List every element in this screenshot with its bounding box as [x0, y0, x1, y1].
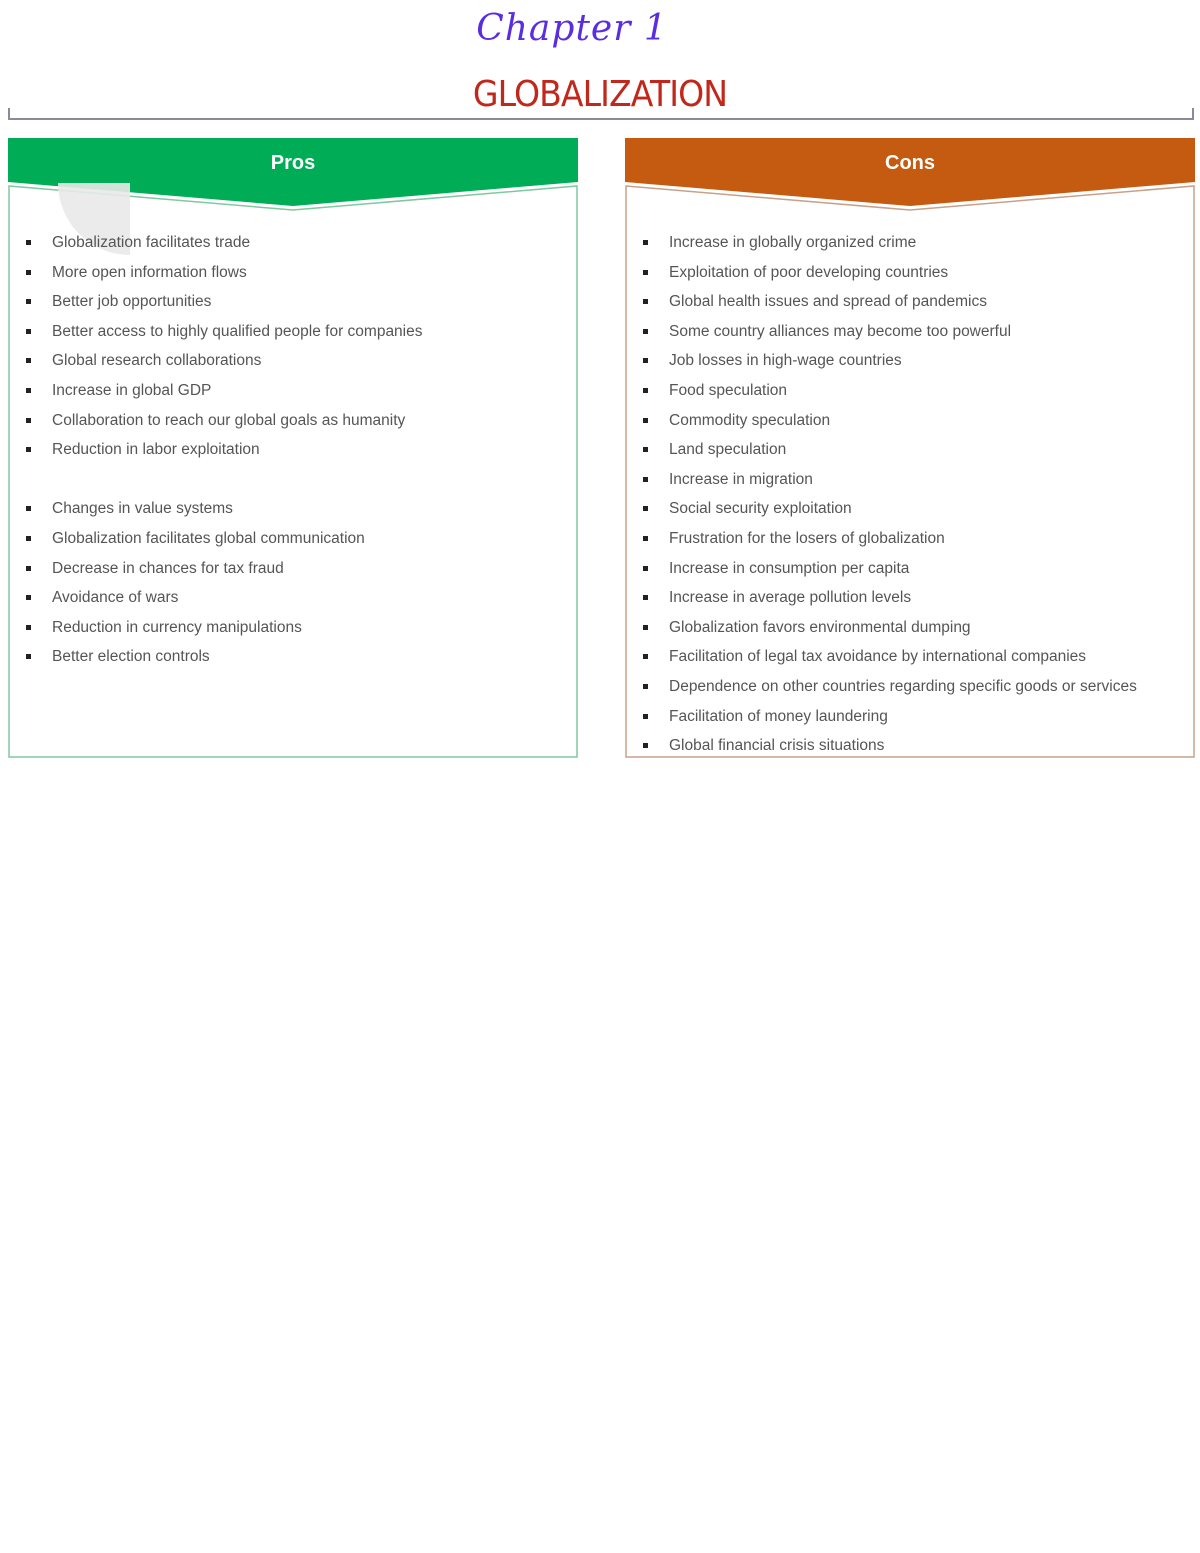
bullet-icon [643, 595, 648, 600]
pros-item [22, 613, 567, 643]
pros-item-text: Globalization facilitates trade [52, 234, 251, 251]
pros-item-text: Global research collaborations [52, 352, 262, 370]
cons-item [639, 346, 1184, 376]
cons-item-text: Global financial crisis situations [669, 737, 885, 755]
cons-item-text: Increase in migration [669, 470, 813, 488]
cons-item [639, 228, 1184, 258]
cons-item-text: Globalization favors environmental dumping [669, 618, 971, 636]
bullet-icon [643, 506, 648, 511]
cons-item-text: Frustration for the losers of globalization [669, 529, 945, 547]
pros-item-text: Decrease in chances for tax fraud [52, 559, 284, 577]
cons-item [639, 702, 1184, 732]
chapter-title: Chapter 1 [476, 8, 668, 49]
bullet-icon [26, 595, 31, 600]
bullet-icon [26, 270, 31, 275]
pros-item-text: Changes in value systems [52, 500, 233, 518]
cons-item-text: Social security exploitation [669, 500, 852, 518]
pros-item-text: Collaboration to reach our global goals as humanity [52, 411, 406, 429]
pros-item-text: More open information flows [52, 263, 247, 281]
cons-item [639, 524, 1184, 554]
pros-spacer [22, 465, 567, 495]
pros-item-text: Reduction in labor exploitation [52, 441, 260, 459]
bullet-icon [643, 329, 648, 334]
pros-item [22, 583, 567, 613]
bullet-icon [643, 684, 648, 689]
bullet-icon [26, 506, 31, 511]
cons-header: Cons [885, 152, 935, 174]
pros-item-text: Increase in global GDP [52, 381, 212, 399]
pros-item [22, 317, 567, 347]
pros-item [22, 228, 567, 258]
pros-item [22, 435, 567, 465]
cons-item [639, 376, 1184, 406]
bullet-icon [26, 418, 31, 423]
pros-item [22, 258, 567, 288]
cons-item [639, 731, 1184, 761]
pros-item [22, 642, 567, 672]
pros-item-text: Reduction in currency manipulations [52, 618, 302, 636]
cons-item-text: Increase in average pollution levels [669, 589, 912, 607]
cons-list [639, 228, 1184, 761]
topic-title: GLOBALIZATION [472, 74, 728, 115]
title-bracket [8, 108, 1194, 120]
bullet-icon [643, 270, 648, 275]
pros-header: Pros [270, 152, 316, 174]
cons-item [639, 317, 1184, 347]
cons-item [639, 287, 1184, 317]
cons-item [639, 435, 1184, 465]
bullet-icon [26, 447, 31, 452]
cons-item [639, 494, 1184, 524]
pros-panel [8, 138, 578, 758]
cons-item [639, 613, 1184, 643]
pros-list [22, 228, 567, 672]
pros-item-text: Avoidance of wars [52, 589, 179, 607]
cons-item [639, 554, 1184, 584]
pros-item-text: Better job opportunities [52, 293, 212, 311]
cons-item [639, 258, 1184, 288]
bullet-icon [643, 536, 648, 541]
pros-item-text: Better election controls [52, 648, 210, 666]
bullet-icon [643, 566, 648, 571]
bullet-icon [26, 358, 31, 363]
cons-item-text: Facilitation of legal tax avoidance by international companies [669, 648, 1087, 666]
bullet-icon [643, 299, 648, 304]
bullet-icon [26, 240, 31, 245]
cons-item-text: Food speculation [669, 381, 788, 399]
pros-item [22, 346, 567, 376]
bullet-icon [26, 299, 31, 304]
pros-item [22, 376, 567, 406]
cons-item [639, 583, 1184, 613]
bullet-icon [26, 536, 31, 541]
cons-item-text: Land speculation [669, 441, 787, 459]
bullet-icon [26, 329, 31, 334]
pros-item [22, 524, 567, 554]
cons-item [639, 642, 1184, 672]
cons-item [639, 672, 1184, 702]
cons-item [639, 406, 1184, 436]
bullet-icon [26, 654, 31, 659]
cons-item-text: Commodity speculation [669, 411, 831, 429]
bullet-icon [26, 625, 31, 630]
bullet-icon [643, 477, 648, 482]
bullet-icon [643, 654, 648, 659]
bullet-icon [26, 388, 31, 393]
cons-item-text: Facilitation of money laundering [669, 707, 888, 725]
cons-panel [625, 138, 1195, 758]
cons-item-text: Dependence on other countries regarding specific goods or services [669, 677, 1137, 695]
cons-item-text: Some country alliances may become too powerful [669, 322, 1012, 340]
cons-item-text: Job losses in high-wage countries [669, 352, 902, 370]
bullet-icon [643, 447, 648, 452]
pros-item-text: Globalization facilitates global communication [52, 529, 365, 547]
pros-item-text: Better access to highly qualified people for companies [52, 322, 423, 340]
pros-item [22, 494, 567, 524]
pros-item [22, 406, 567, 436]
bullet-icon [643, 358, 648, 363]
pros-item [22, 554, 567, 584]
bullet-icon [643, 240, 648, 245]
bullet-icon [643, 625, 648, 630]
cons-item-text: Exploitation of poor developing countries [669, 263, 949, 281]
bullet-icon [643, 714, 648, 719]
cons-item-text: Global health issues and spread of pandemics [669, 293, 987, 311]
bullet-icon [643, 388, 648, 393]
cons-item-text: Increase in consumption per capita [669, 559, 910, 577]
bullet-icon [26, 566, 31, 571]
cons-item-text: Increase in globally organized crime [669, 234, 917, 251]
bullet-icon [643, 743, 648, 748]
cons-item [639, 465, 1184, 495]
pros-item [22, 287, 567, 317]
bullet-icon [643, 418, 648, 423]
